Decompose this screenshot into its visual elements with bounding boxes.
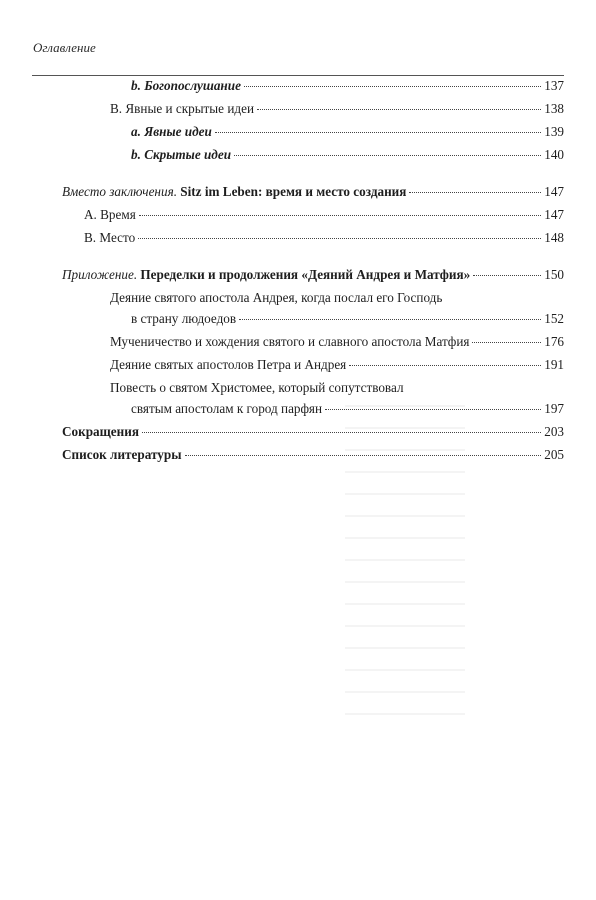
toc-entry-andrew-line1[interactable]: Деяние святого апостола Андрея, когда послал его Господь <box>110 290 443 305</box>
toc-entry-abbreviations[interactable] <box>0 423 596 441</box>
toc-entry-label: B. Место <box>84 230 136 245</box>
toc-page-number: 138 <box>544 101 564 116</box>
toc-entry-bogoposlushanie[interactable] <box>0 77 596 95</box>
toc-entry-explicit-ideas[interactable] <box>0 123 596 141</box>
toc-entry-place[interactable] <box>0 229 596 247</box>
toc-entry-label: Деяние святых апостолов Петра и Андрея <box>110 357 347 372</box>
dot-leader <box>138 238 541 239</box>
toc-entry-label <box>62 266 470 284</box>
toc-page-number: 139 <box>544 124 564 139</box>
dot-leader <box>215 132 541 133</box>
dot-leader <box>244 86 541 87</box>
toc-page-number: 150 <box>544 267 564 282</box>
dot-leader <box>142 432 541 433</box>
dot-leader <box>185 455 542 456</box>
toc-entry-appendix[interactable] <box>0 266 596 284</box>
toc-entry-matthias[interactable] <box>0 333 596 351</box>
toc-entry-label: B. Явные и скрытые идеи <box>110 101 255 116</box>
toc-page-number: 140 <box>544 147 564 162</box>
toc-entry-title: Sitz im Leben: время и место создания <box>180 184 407 199</box>
toc-page-number: 148 <box>544 230 564 245</box>
dot-leader <box>257 109 541 110</box>
toc-entry-hidden-ideas[interactable] <box>0 146 596 164</box>
toc-entry-bibliography[interactable] <box>0 446 596 464</box>
dot-leader <box>472 342 541 343</box>
running-title: Оглавление <box>33 40 96 55</box>
toc-page-number: 147 <box>544 184 564 199</box>
toc-entry-label: a. Явные идеи <box>131 124 212 139</box>
toc-page-number: 176 <box>544 334 564 349</box>
dot-leader <box>349 365 541 366</box>
toc-entry-label <box>62 183 406 201</box>
toc-entry-label: Список литературы <box>62 447 182 462</box>
toc-entry-label: святым апостолам к город парфян <box>131 401 323 416</box>
toc-entry-label: Сокращения <box>62 424 139 439</box>
toc-entry-label: Мученичество и хождения святого и славного апостола Матфия <box>110 334 470 349</box>
dot-leader <box>409 192 541 193</box>
toc-entry-andrew[interactable] <box>0 310 596 328</box>
toc-entry-christomeus[interactable] <box>0 400 596 418</box>
toc-page-number: 203 <box>544 424 564 439</box>
toc-page-number: 137 <box>544 78 564 93</box>
header-rule <box>32 75 564 76</box>
dot-leader <box>234 155 541 156</box>
toc-entry-prefix: Приложение. <box>62 267 138 282</box>
toc-entry-ideas[interactable] <box>0 100 596 118</box>
toc-entry-prefix: Вместо заключения. <box>62 184 177 199</box>
toc-page-number: 197 <box>544 401 564 416</box>
dot-leader <box>473 275 541 276</box>
dot-leader <box>325 409 541 410</box>
toc-page-number: 152 <box>544 311 564 326</box>
toc-page-number: 191 <box>544 357 564 372</box>
toc-entry-christomeus-line1[interactable]: Повесть о святом Христомее, который сопутствовал <box>110 380 404 395</box>
toc-entry-conclusion[interactable] <box>0 183 596 201</box>
dot-leader <box>139 215 541 216</box>
toc-entry-peter-andrew[interactable] <box>0 356 596 374</box>
dot-leader <box>239 319 541 320</box>
toc-entry-label: b. Богопослушание <box>131 78 241 93</box>
toc-page-number: 205 <box>544 447 564 462</box>
toc-entry-time[interactable] <box>0 206 596 224</box>
toc-entry-title: Переделки и продолжения «Деяний Андрея и Матфия» <box>140 267 471 282</box>
toc-entry-label: b. Скрытые идеи <box>131 147 232 162</box>
toc-page-number: 147 <box>544 207 564 222</box>
toc-entry-label: в страну людоедов <box>131 311 237 326</box>
toc-entry-label: A. Время <box>84 207 136 222</box>
